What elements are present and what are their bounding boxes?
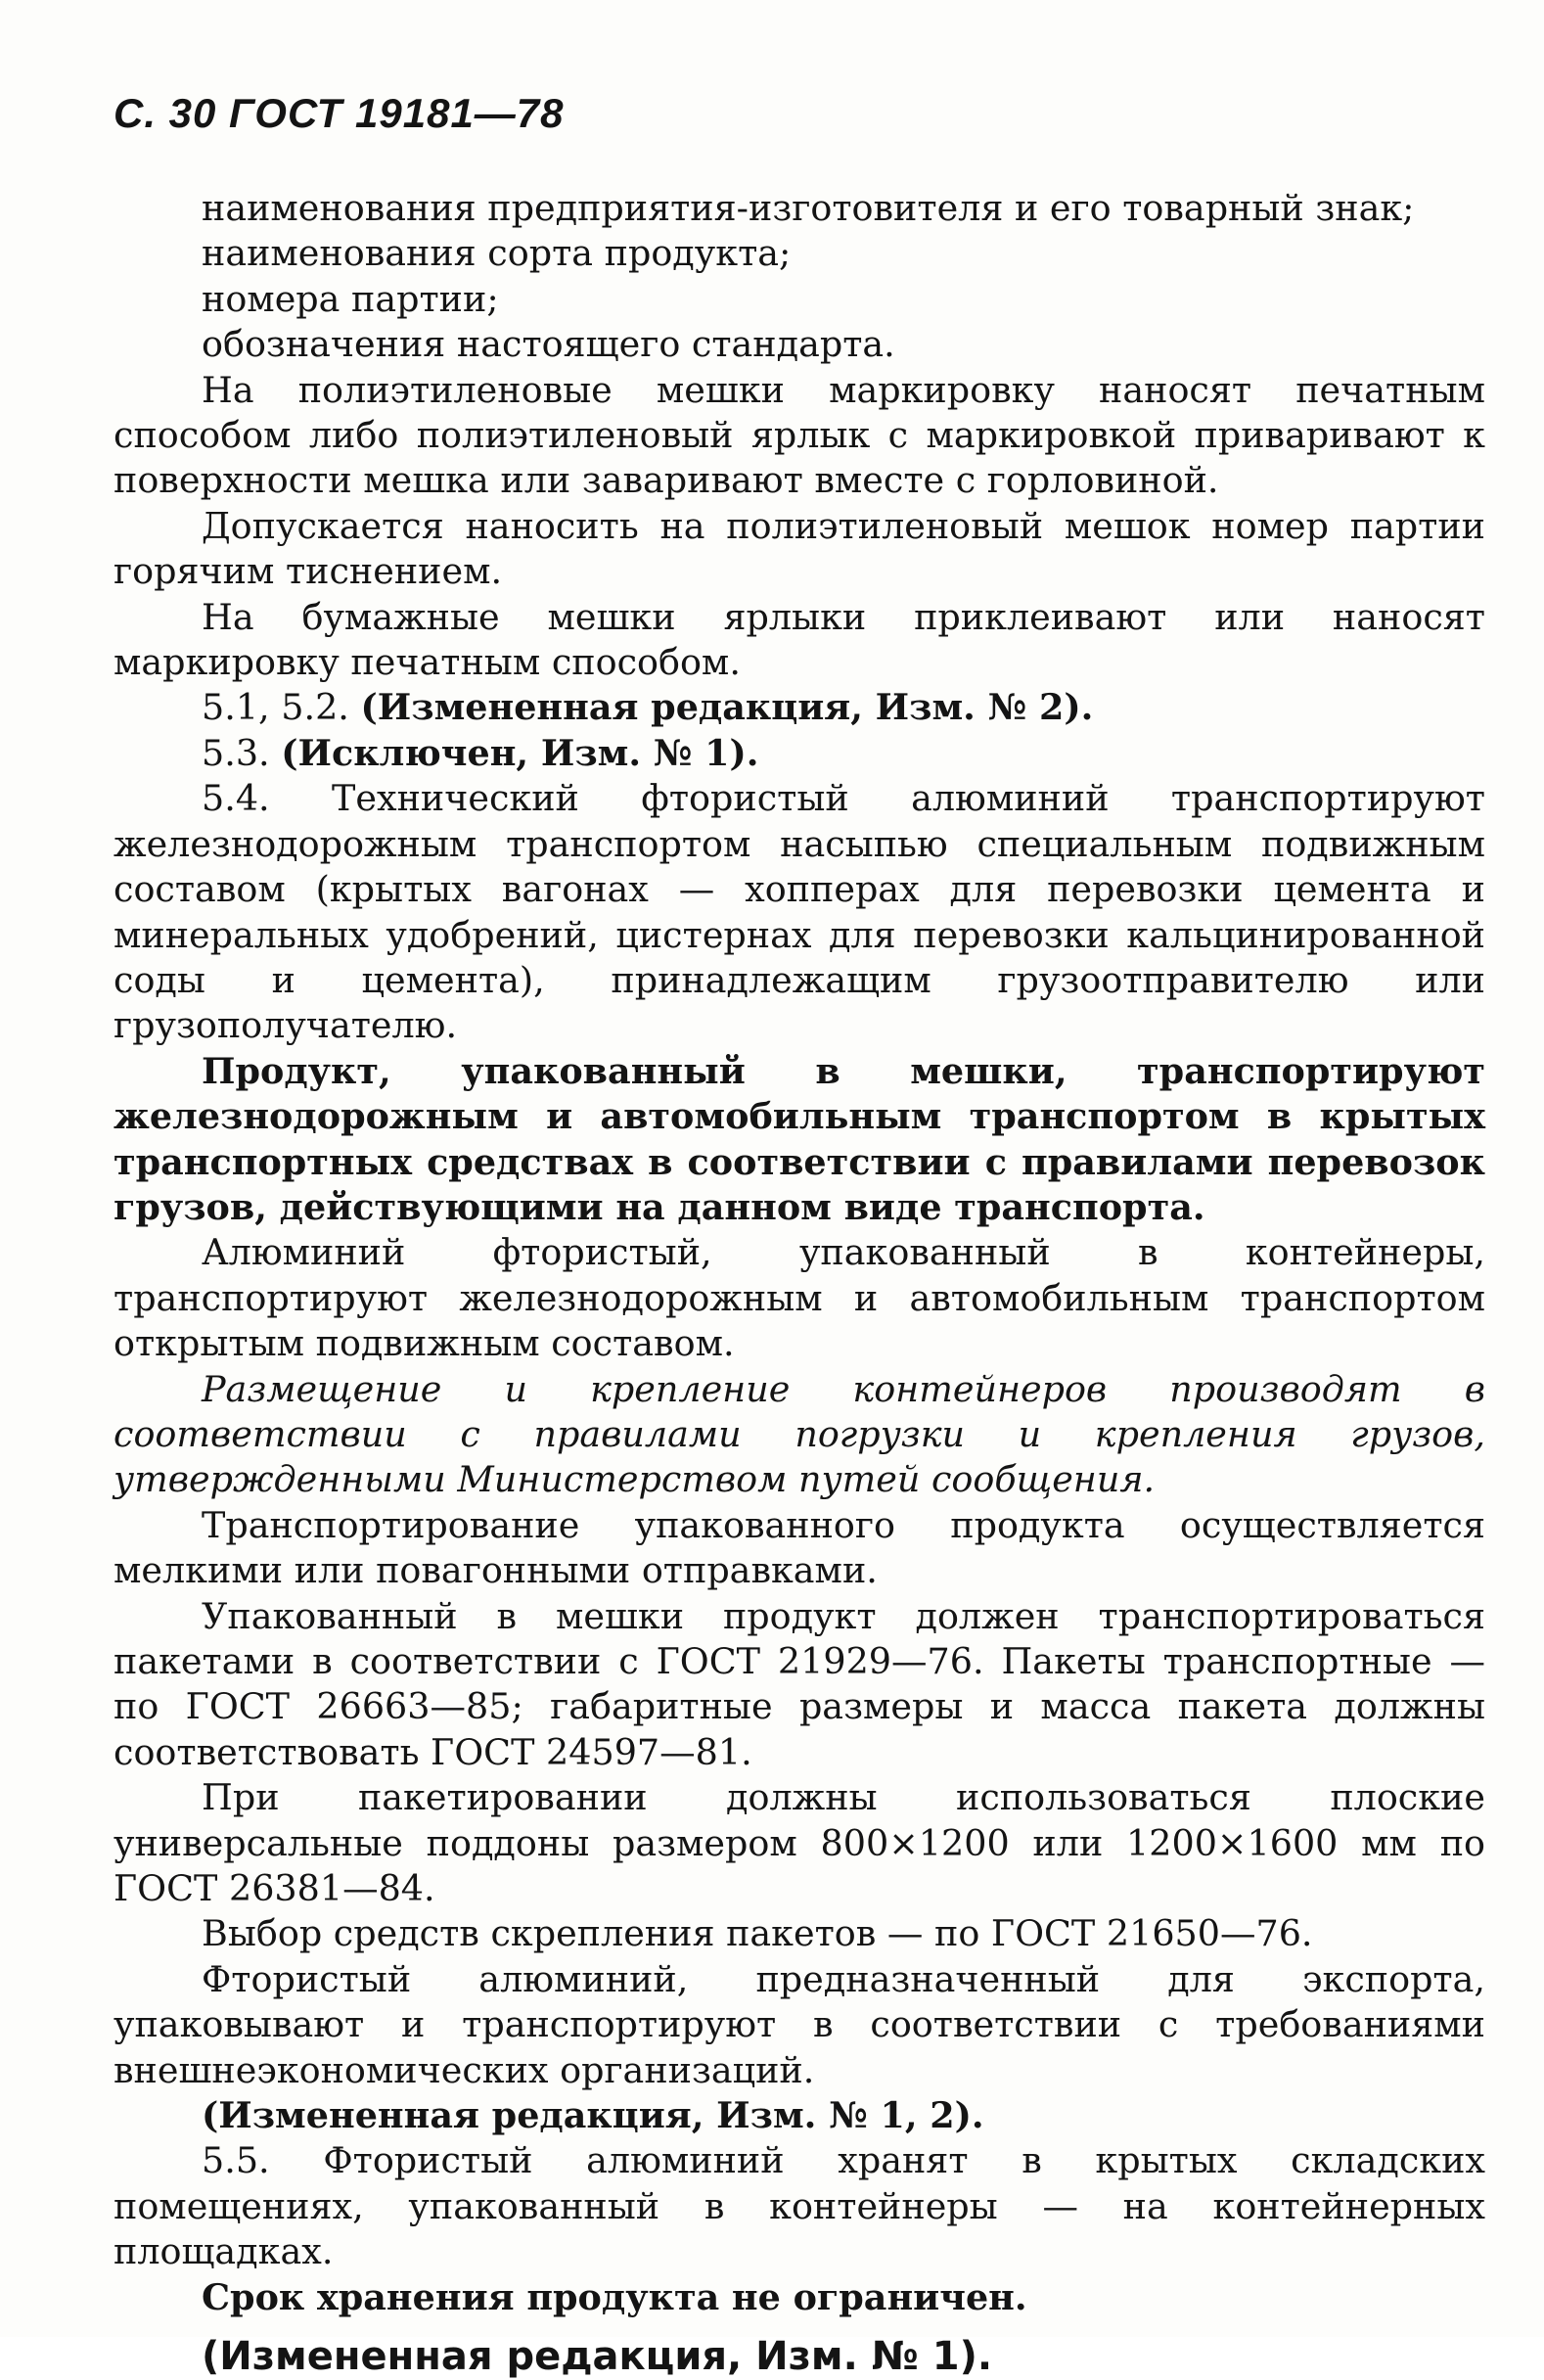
paragraph: 5.5. Фтористый алюминий хранят в крытых складских помещениях, упакованный в контейнеры — на контейнерных площадках. xyxy=(114,2139,1485,2273)
document-body xyxy=(114,186,1485,2380)
paragraph: Выбор средств скрепления пакетов — по ГОСТ 21650—76. xyxy=(202,1912,1313,1955)
paragraph: На бумажные мешки ярлыки приклеивают или наносят маркировку печатным способом. xyxy=(114,595,1485,684)
paragraph: Фтористый алюминий, предназначенный для экспорта, упаковывают и транспортируют в соответствии с требованиями внешнеэкономических организаций. xyxy=(114,1957,1485,2091)
amendment-note xyxy=(114,731,1485,776)
paragraph: Размещение и крепление контейнеров производят в соответствии с правилами погрузки и крепления грузов, утвержденными Министерством путей сообщения. xyxy=(114,1367,1485,1501)
page-header: С. 30 ГОСТ 19181—78 xyxy=(114,90,565,136)
clause-number: 5.3. xyxy=(202,731,282,774)
list-item: номера партии; xyxy=(202,277,499,320)
paragraph: 5.4. Технический фтористый алюминий транспортируют железнодорожным транспортом насыпью специальным подвижным составом (крытых вагонах — хопперах для перевозки цемента и минеральных удобрений, цистернах для перевозки кальцинированной соды и цемента), принадлежащим грузоотправителю или грузополучателю. xyxy=(114,777,1485,1047)
paragraph: Транспортирование упакованного продукта осуществляется мелкими или повагонными отправками. xyxy=(114,1503,1485,1592)
clause-number: 5.1, 5.2. xyxy=(202,686,361,729)
amendment-text: (Измененная редакция, Изм. № 2). xyxy=(360,686,1094,729)
paragraph: Допускается наносить на полиэтиленовый мешок номер партии горячим тиснением. xyxy=(114,504,1485,593)
paragraph: Алюминий фтористый, упакованный в контейнеры, транспортируют железнодорожным и автомобильным транспортом открытым подвижным составом. xyxy=(114,1231,1485,1365)
paragraph: При пакетировании должны использоваться плоские универсальные поддоны размером 800×1200 или 1200×1600 мм по ГОСТ 26381—84. xyxy=(114,1776,1485,1910)
paragraph: Упакованный в мешки продукт должен транспортироваться пакетами в соответствии с ГОСТ 21929—76. Пакеты транспортные — по ГОСТ 26663—85; габаритные размеры и масса пакета должны соответствовать ГОСТ 24597—81. xyxy=(114,1594,1485,1773)
list-item: обозначения настоящего стандарта. xyxy=(202,323,895,366)
amendment-note: (Измененная редакция, Изм. № 1). xyxy=(202,2334,993,2380)
paragraph: На полиэтиленовые мешки маркировку наносят печатным способом либо полиэтиленовый ярлык с маркировкой приваривают к поверхности мешка или заваривают вместе с горловиной. xyxy=(114,368,1485,502)
amendment-note xyxy=(114,685,1485,730)
amendment-note: (Измененная редакция, Изм. № 1, 2). xyxy=(202,2094,984,2137)
list-item: наименования сорта продукта; xyxy=(202,232,792,275)
paragraph: Продукт, упакованный в мешки, транспортируют железнодорожным и автомобильным транспортом в крытых транспортных средствах в соответствии с правилами перевозок грузов, действующими на данном виде транспорта. xyxy=(114,1049,1485,1228)
list-item: наименования предприятия-изготовителя и его товарный знак; xyxy=(202,187,1415,229)
amendment-text: (Исключен, Изм. № 1). xyxy=(281,731,759,774)
storage-note: Срок хранения продукта не ограничен. xyxy=(202,2275,1027,2318)
